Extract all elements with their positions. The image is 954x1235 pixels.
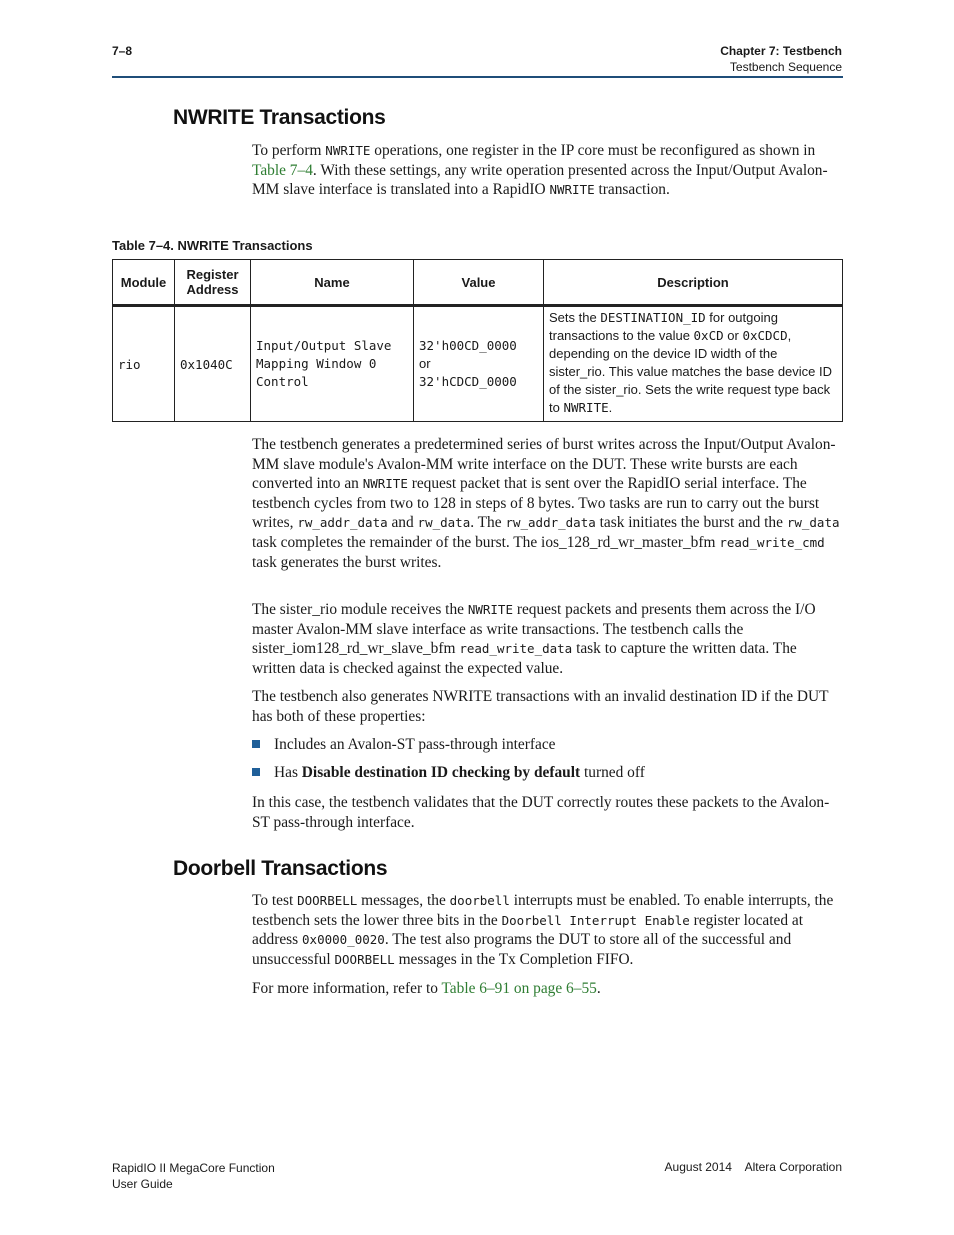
- doorbell-paragraph: To test DOORBELL messages, the doorbell interrupts must be enabled. To enable interrupts, the testbench sets the lower three bits in the Doorbell Interrupt Enable register located at address 0x0000_0020. The test also programs the DUT to store all of the successful and unsuccessful DOORBELL messages in the Tx Completion FIFO.: [252, 892, 834, 968]
- name-line: Input/Output Slave: [256, 338, 392, 353]
- table-row: [113, 306, 843, 422]
- list-item-text: Includes an Avalon-ST pass-through interface: [274, 736, 556, 753]
- code-span: NWRITE: [325, 143, 371, 158]
- code-span: rw_data: [417, 515, 471, 531]
- code-span: doorbell: [449, 893, 510, 908]
- header-register-address: Register Address: [175, 260, 251, 306]
- code-span: NWRITE: [549, 182, 595, 198]
- code-span: NWRITE: [563, 400, 609, 415]
- burst-writes-paragraph: The testbench generates a predetermined series of burst writes across the Input/Output Avalon-MM slave module's Avalon-MM write interface on the DUT. These write bursts are each converted into an NWRITE request packet that is sent over the RapidIO serial interface. The testbench cycles from two to 128 in steps of 8 bytes. Two tasks are run to carry out the burst writes, rw_addr_data and rw_data. The rw_addr_data task initiates the burst and the rw_data task completes the remainder of the burst. The ios_128_rd_wr_master_bfm read_write_cmd task generates the burst writes.: [252, 436, 840, 571]
- value-line: or: [419, 356, 431, 371]
- header-value: Value: [414, 260, 544, 306]
- cell-address: 0x1040C: [175, 306, 251, 422]
- value-line: 32'h00CD_0000: [419, 338, 517, 353]
- cell-name: [251, 306, 414, 422]
- list-item: [252, 736, 556, 754]
- code-span: DESTINATION_ID: [600, 310, 706, 325]
- header-rule: [112, 76, 843, 78]
- code-span: 0x0000_0020: [302, 932, 385, 948]
- table-caption: Table 7–4. NWRITE Transactions: [112, 238, 313, 253]
- footer-doc-type: User Guide: [112, 1177, 173, 1191]
- code-span: rw_addr_data: [505, 515, 596, 531]
- more-info-paragraph: For more information, refer to Table 6–91 on page 6–55.: [252, 980, 601, 997]
- footer-left: [112, 1160, 275, 1192]
- cell-description: Sets the DESTINATION_ID for outgoing transactions to the value 0xCD or 0xCDCD, depending on the device ID width of the sister_rio. This value matches the base device ID of the sister_rio. Sets the write request type back to NWRITE.: [544, 306, 843, 422]
- list-item: [252, 764, 645, 782]
- invalid-id-paragraph: The testbench also generates NWRITE transactions with an invalid destination ID if the DUT has both of these properties:: [252, 688, 829, 725]
- table-header-row: [113, 260, 843, 306]
- chapter-title: Chapter 7: Testbench: [720, 44, 842, 58]
- doorbell-heading: Doorbell Transactions: [173, 857, 388, 880]
- header-module: Module: [113, 260, 175, 306]
- code-span: DOORBELL: [297, 893, 358, 908]
- code-span: NWRITE: [362, 476, 408, 492]
- running-header: [720, 43, 842, 75]
- code-span: read_write_data: [459, 641, 573, 657]
- code-span: DOORBELL: [334, 951, 395, 967]
- cell-module: rio: [113, 306, 175, 422]
- cross-reference-link[interactable]: Table 7–4: [252, 161, 313, 179]
- nwrite-intro-paragraph: To perform NWRITE operations, one register in the IP core must be reconfigured as shown in Table 7–4. With these settings, any write operation presented across the Input/Output Avalon-MM slave interface is translated into a RapidIO NWRITE transaction.: [252, 142, 828, 199]
- code-span: 0xCDCD: [742, 328, 788, 343]
- code-span: 0xCD: [693, 328, 724, 343]
- nwrite-heading: NWRITE Transactions: [173, 106, 386, 129]
- bullet-square-icon: [252, 768, 260, 776]
- routing-paragraph: In this case, the testbench validates that the DUT correctly routes these packets to the Avalon-ST pass-through interface.: [252, 794, 830, 831]
- code-span: rw_data: [786, 515, 840, 531]
- code-span: read_write_cmd: [719, 534, 825, 550]
- code-span: NWRITE: [467, 602, 513, 617]
- nwrite-table: [112, 259, 843, 422]
- name-line: Mapping Window 0: [256, 356, 377, 371]
- name-line: Control: [256, 374, 309, 389]
- code-span: Doorbell Interrupt Enable: [501, 912, 690, 928]
- footer-date-company: August 2014 Altera Corporation: [664, 1160, 842, 1174]
- header-name: Name: [251, 260, 414, 306]
- list-item-text: Has Disable destination ID checking by default turned off: [274, 764, 645, 781]
- cell-value: [414, 306, 544, 422]
- cross-reference-link[interactable]: Table 6–91 on page 6–55: [441, 980, 597, 997]
- bold-text: Disable destination ID checking by default: [301, 764, 581, 781]
- sister-rio-paragraph: The sister_rio module receives the NWRITE request packets and presents them across the I/O master Avalon-MM slave interface as write transactions. The testbench calls the sister_iom128_rd_wr_slave_bfm read_write_data task to capture the written data. The written data is checked against the expected value.: [252, 601, 816, 677]
- section-title: Testbench Sequence: [729, 60, 842, 74]
- bullet-square-icon: [252, 740, 260, 748]
- header-description: Description: [544, 260, 843, 306]
- value-line: 32'hCDCD_0000: [419, 374, 517, 389]
- footer-product: RapidIO II MegaCore Function: [112, 1161, 275, 1175]
- code-span: rw_addr_data: [297, 515, 388, 531]
- page-number: 7–8: [112, 44, 133, 58]
